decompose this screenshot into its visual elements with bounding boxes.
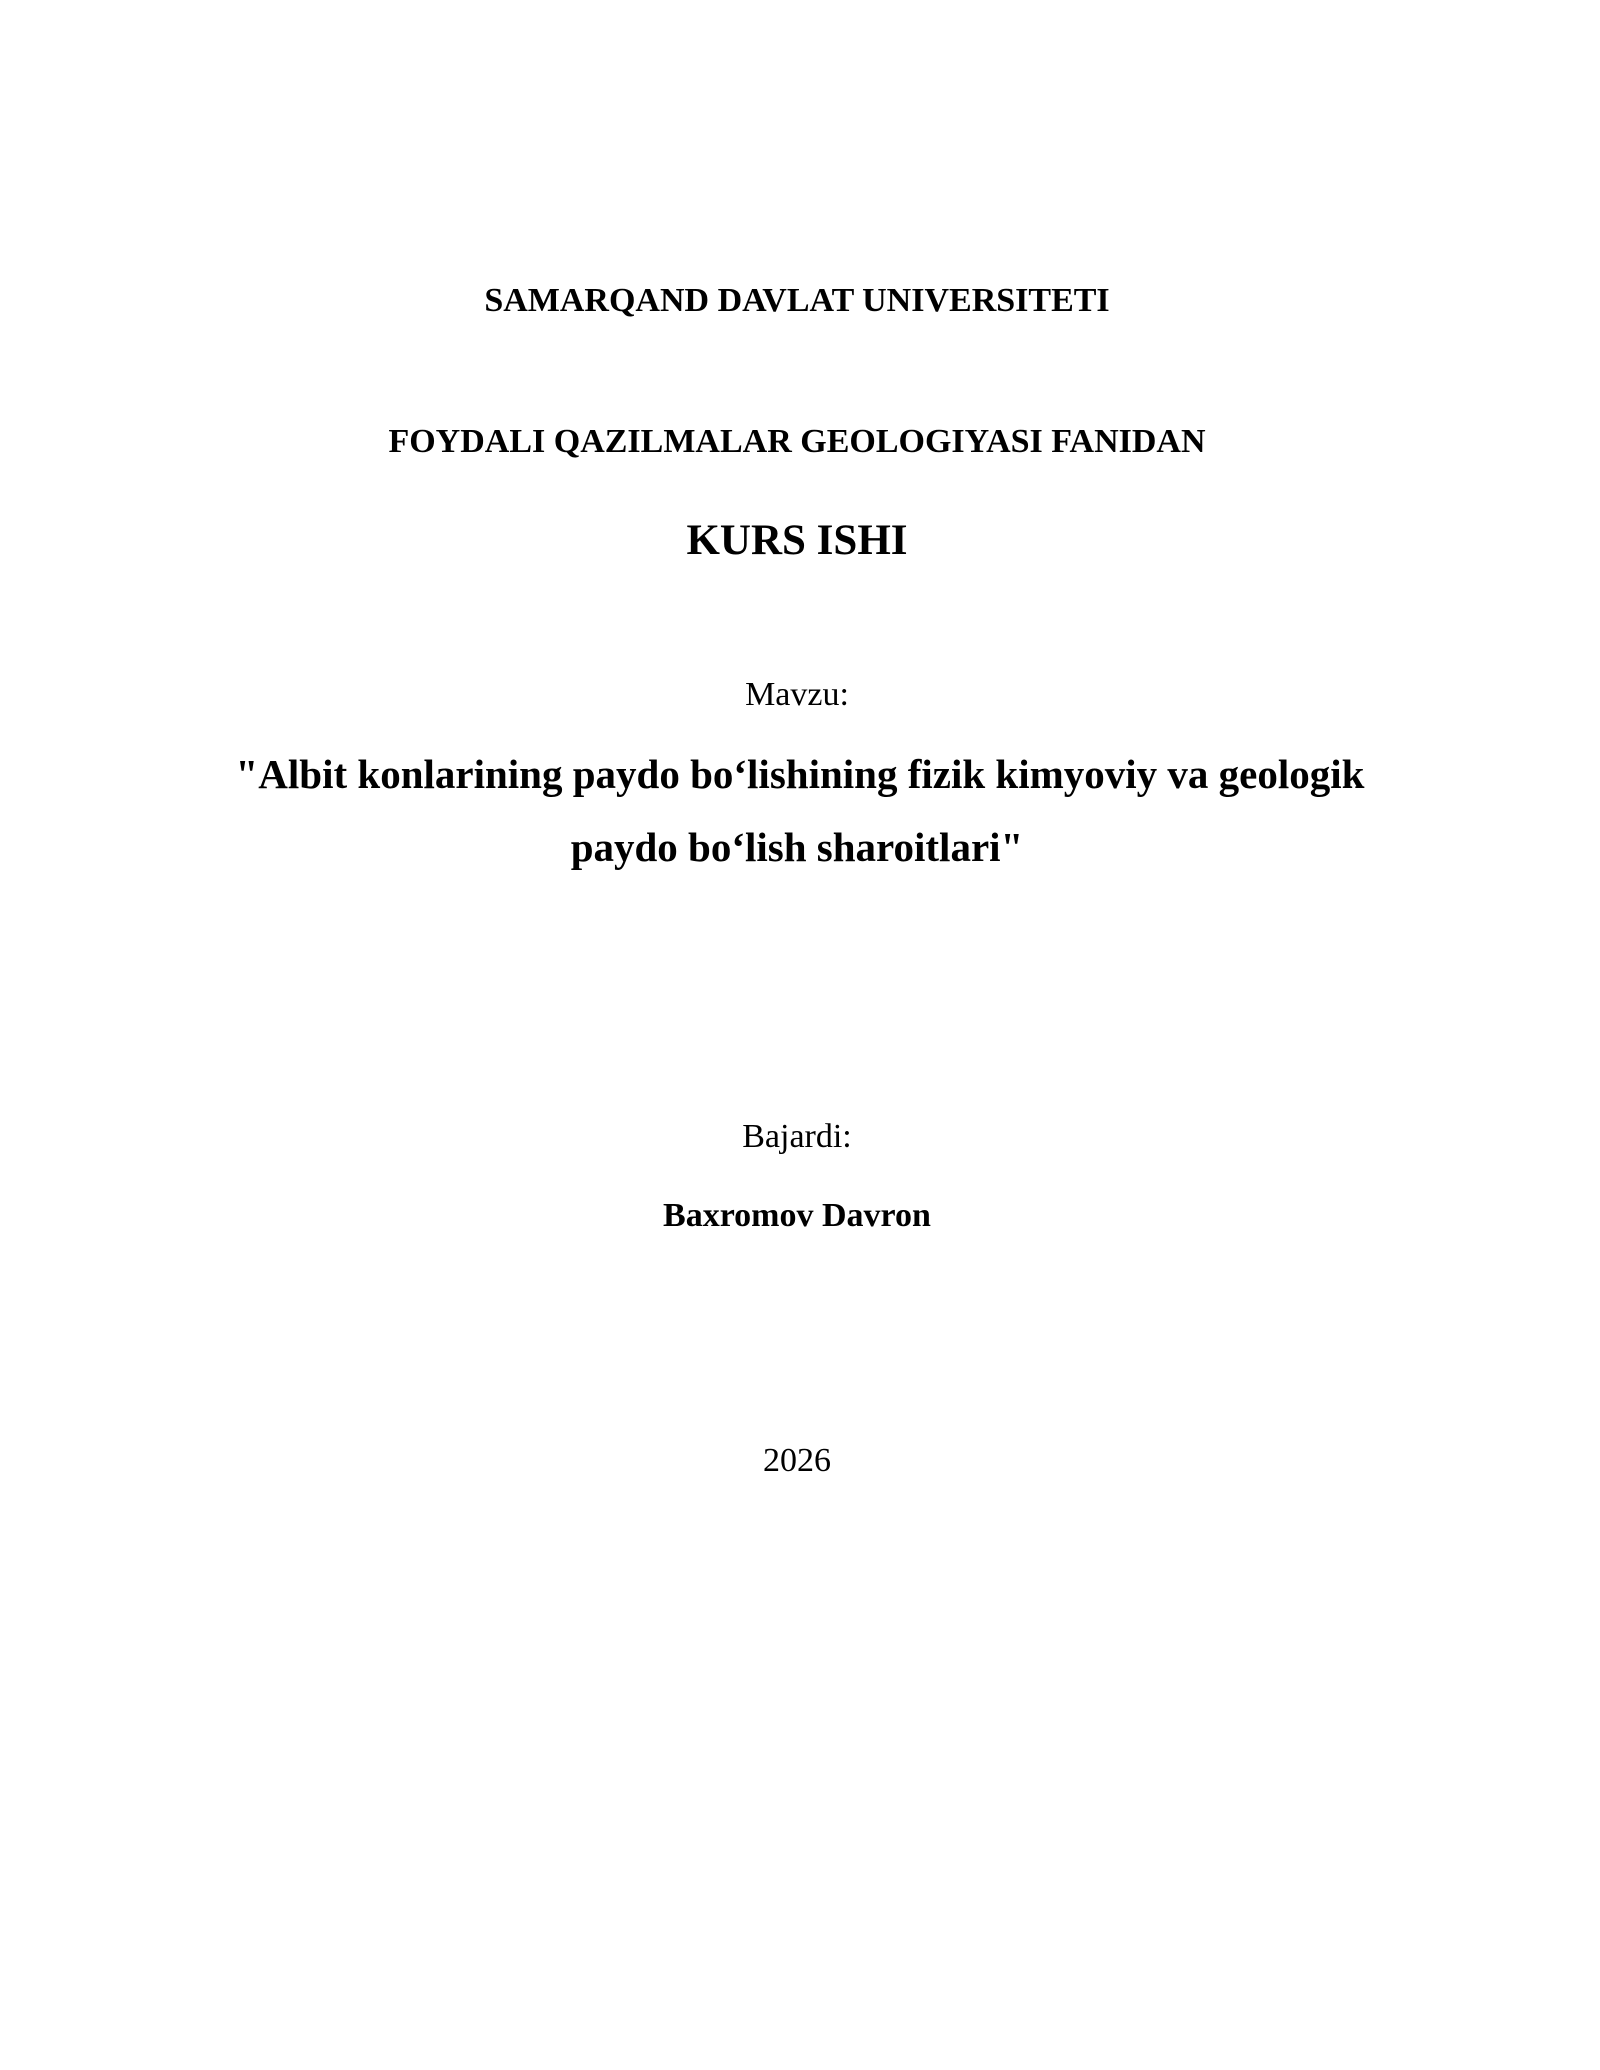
topic-label: Mavzu: xyxy=(745,676,849,713)
author-label: Bajardi: xyxy=(742,1118,852,1155)
university-name: SAMARQAND DAVLAT UNIVERSITETI xyxy=(484,282,1110,319)
work-type-title: KURS ISHI xyxy=(686,517,908,564)
year: 2026 xyxy=(763,1442,831,1479)
topic-title-line-2: paydo bo‘lish sharoitlari" xyxy=(570,824,1024,870)
topic-title-line-1: "Albit konlarining paydo bo‘lishining fizik kimyoviy va geologik xyxy=(235,751,1365,797)
author-name: Baxromov Davron xyxy=(663,1197,931,1234)
subject-heading: FOYDALI QAZILMALAR GEOLOGIYASI FANIDAN xyxy=(388,423,1206,460)
